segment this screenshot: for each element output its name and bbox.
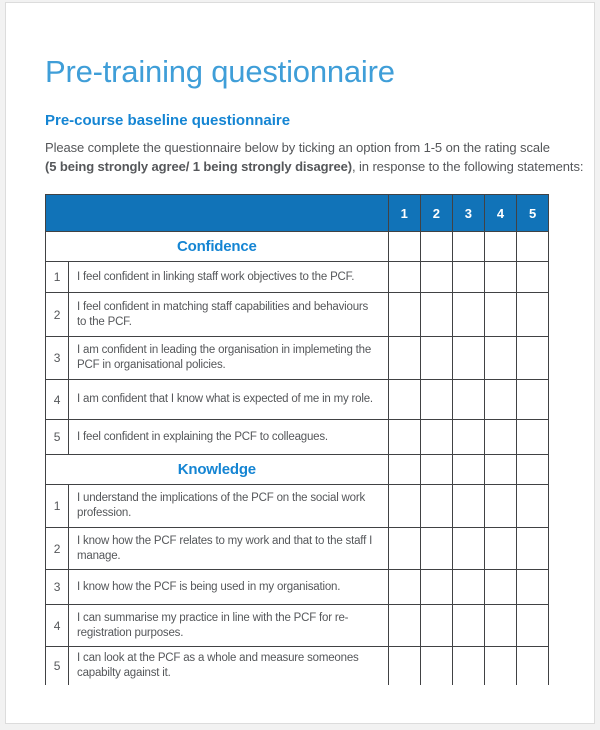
rating-cell[interactable] — [388, 455, 420, 485]
header-empty-cell — [46, 195, 389, 232]
row-number: 1 — [46, 262, 69, 293]
rating-cell[interactable] — [420, 485, 452, 528]
intro-line-2 — [45, 157, 594, 176]
rating-cell[interactable] — [484, 605, 516, 647]
rating-cell[interactable] — [516, 420, 548, 455]
page-title: Pre-training questionnaire — [45, 54, 395, 89]
rating-cell[interactable] — [516, 262, 548, 293]
rating-cell[interactable] — [420, 420, 452, 455]
intro-regular-part: , in response to the following statements: — [351, 159, 584, 174]
rating-cell[interactable] — [516, 485, 548, 528]
rating-cell[interactable] — [452, 605, 484, 647]
rating-cell[interactable] — [452, 380, 484, 420]
rating-cell[interactable] — [388, 605, 420, 647]
rating-cell[interactable] — [484, 420, 516, 455]
section-subtitle: Pre-course baseline questionnaire — [45, 112, 291, 129]
table-row — [46, 528, 549, 570]
rating-cell[interactable] — [516, 232, 548, 262]
rating-cell[interactable] — [516, 337, 548, 380]
rating-scale-header: 1 — [388, 195, 420, 232]
row-number: 3 — [46, 570, 69, 605]
row-number: 3 — [46, 337, 69, 380]
table-row — [46, 380, 549, 420]
rating-scale-header: 5 — [516, 195, 548, 232]
statement-text: I understand the implications of the PCF on the social work profession. — [69, 485, 389, 528]
section-header-row-knowledge — [46, 455, 549, 485]
rating-cell[interactable] — [420, 262, 452, 293]
rating-cell[interactable] — [452, 455, 484, 485]
rating-cell[interactable] — [516, 528, 548, 570]
rating-cell[interactable] — [484, 337, 516, 380]
table-row — [46, 605, 549, 647]
rating-cell[interactable] — [388, 337, 420, 380]
rating-cell[interactable] — [452, 293, 484, 337]
rating-cell[interactable] — [516, 293, 548, 337]
rating-cell[interactable] — [452, 485, 484, 528]
rating-cell[interactable] — [516, 455, 548, 485]
rating-cell[interactable] — [388, 485, 420, 528]
statement-text: I feel confident in matching staff capabilities and behaviours to the PCF. — [69, 293, 389, 337]
rating-scale-header-row — [46, 195, 549, 232]
rating-scale-header: 2 — [420, 195, 452, 232]
table-row — [46, 485, 549, 528]
questionnaire-table — [45, 194, 549, 685]
rating-cell[interactable] — [452, 232, 484, 262]
rating-cell[interactable] — [420, 337, 452, 380]
rating-cell[interactable] — [484, 380, 516, 420]
statement-text: I can look at the PCF as a whole and measure someones capabilty against it. — [69, 647, 389, 685]
rating-cell[interactable] — [484, 570, 516, 605]
rating-cell[interactable] — [388, 262, 420, 293]
table-row — [46, 293, 549, 337]
rating-cell[interactable] — [484, 455, 516, 485]
row-number: 1 — [46, 485, 69, 528]
rating-cell[interactable] — [452, 337, 484, 380]
rating-cell[interactable] — [516, 570, 548, 605]
rating-cell[interactable] — [452, 528, 484, 570]
rating-cell[interactable] — [484, 262, 516, 293]
rating-scale-header: 3 — [452, 195, 484, 232]
rating-cell[interactable] — [516, 605, 548, 647]
rating-cell[interactable] — [420, 570, 452, 605]
rating-cell[interactable] — [388, 420, 420, 455]
rating-cell[interactable] — [388, 528, 420, 570]
rating-cell[interactable] — [452, 570, 484, 605]
intro-line-1: Please complete the questionnaire below by ticking an option from 1-5 on the rating scale — [45, 140, 550, 155]
statement-text: I feel confident in linking staff work objectives to the PCF. — [69, 262, 389, 293]
statement-text: I am confident that I know what is expected of me in my role. — [69, 380, 389, 420]
rating-cell[interactable] — [452, 262, 484, 293]
rating-cell[interactable] — [452, 647, 484, 685]
rating-cell[interactable] — [388, 232, 420, 262]
rating-cell[interactable] — [420, 232, 452, 262]
rating-cell[interactable] — [388, 380, 420, 420]
rating-cell[interactable] — [420, 380, 452, 420]
rating-cell[interactable] — [484, 232, 516, 262]
section-header-row-confidence — [46, 232, 549, 262]
rating-cell[interactable] — [420, 455, 452, 485]
row-number: 2 — [46, 528, 69, 570]
intro-bold-part: (5 being strongly agree/ 1 being strongly disagree) — [45, 159, 352, 174]
rating-cell[interactable] — [484, 293, 516, 337]
rating-cell[interactable] — [484, 485, 516, 528]
statement-text: I know how the PCF is being used in my organisation. — [69, 570, 389, 605]
rating-cell[interactable] — [452, 420, 484, 455]
statement-text: I feel confident in explaining the PCF to colleagues. — [69, 420, 389, 455]
section-label-knowledge: Knowledge — [46, 455, 389, 485]
table-row — [46, 337, 549, 380]
table-row — [46, 420, 549, 455]
rating-cell[interactable] — [420, 293, 452, 337]
rating-cell[interactable] — [420, 528, 452, 570]
row-number: 4 — [46, 380, 69, 420]
rating-cell[interactable] — [484, 647, 516, 685]
section-label-confidence: Confidence — [46, 232, 389, 262]
rating-cell[interactable] — [388, 293, 420, 337]
rating-cell[interactable] — [516, 647, 548, 685]
table-row — [46, 647, 549, 685]
rating-cell[interactable] — [516, 380, 548, 420]
rating-cell[interactable] — [420, 605, 452, 647]
row-number: 5 — [46, 647, 69, 685]
table-row — [46, 570, 549, 605]
rating-cell[interactable] — [420, 647, 452, 685]
intro-text — [45, 138, 594, 176]
table-row — [46, 262, 549, 293]
document-page — [5, 2, 595, 724]
rating-cell[interactable] — [484, 528, 516, 570]
statement-text: I can summarise my practice in line with the PCF for re-registration purposes. — [69, 605, 389, 647]
row-number: 5 — [46, 420, 69, 455]
rating-cell[interactable] — [388, 647, 420, 685]
row-number: 2 — [46, 293, 69, 337]
rating-scale-header: 4 — [484, 195, 516, 232]
statement-text: I know how the PCF relates to my work and that to the staff I manage. — [69, 528, 389, 570]
rating-cell[interactable] — [388, 570, 420, 605]
statement-text: I am confident in leading the organisation in implemeting the PCF in organisational policies. — [69, 337, 389, 380]
row-number: 4 — [46, 605, 69, 647]
